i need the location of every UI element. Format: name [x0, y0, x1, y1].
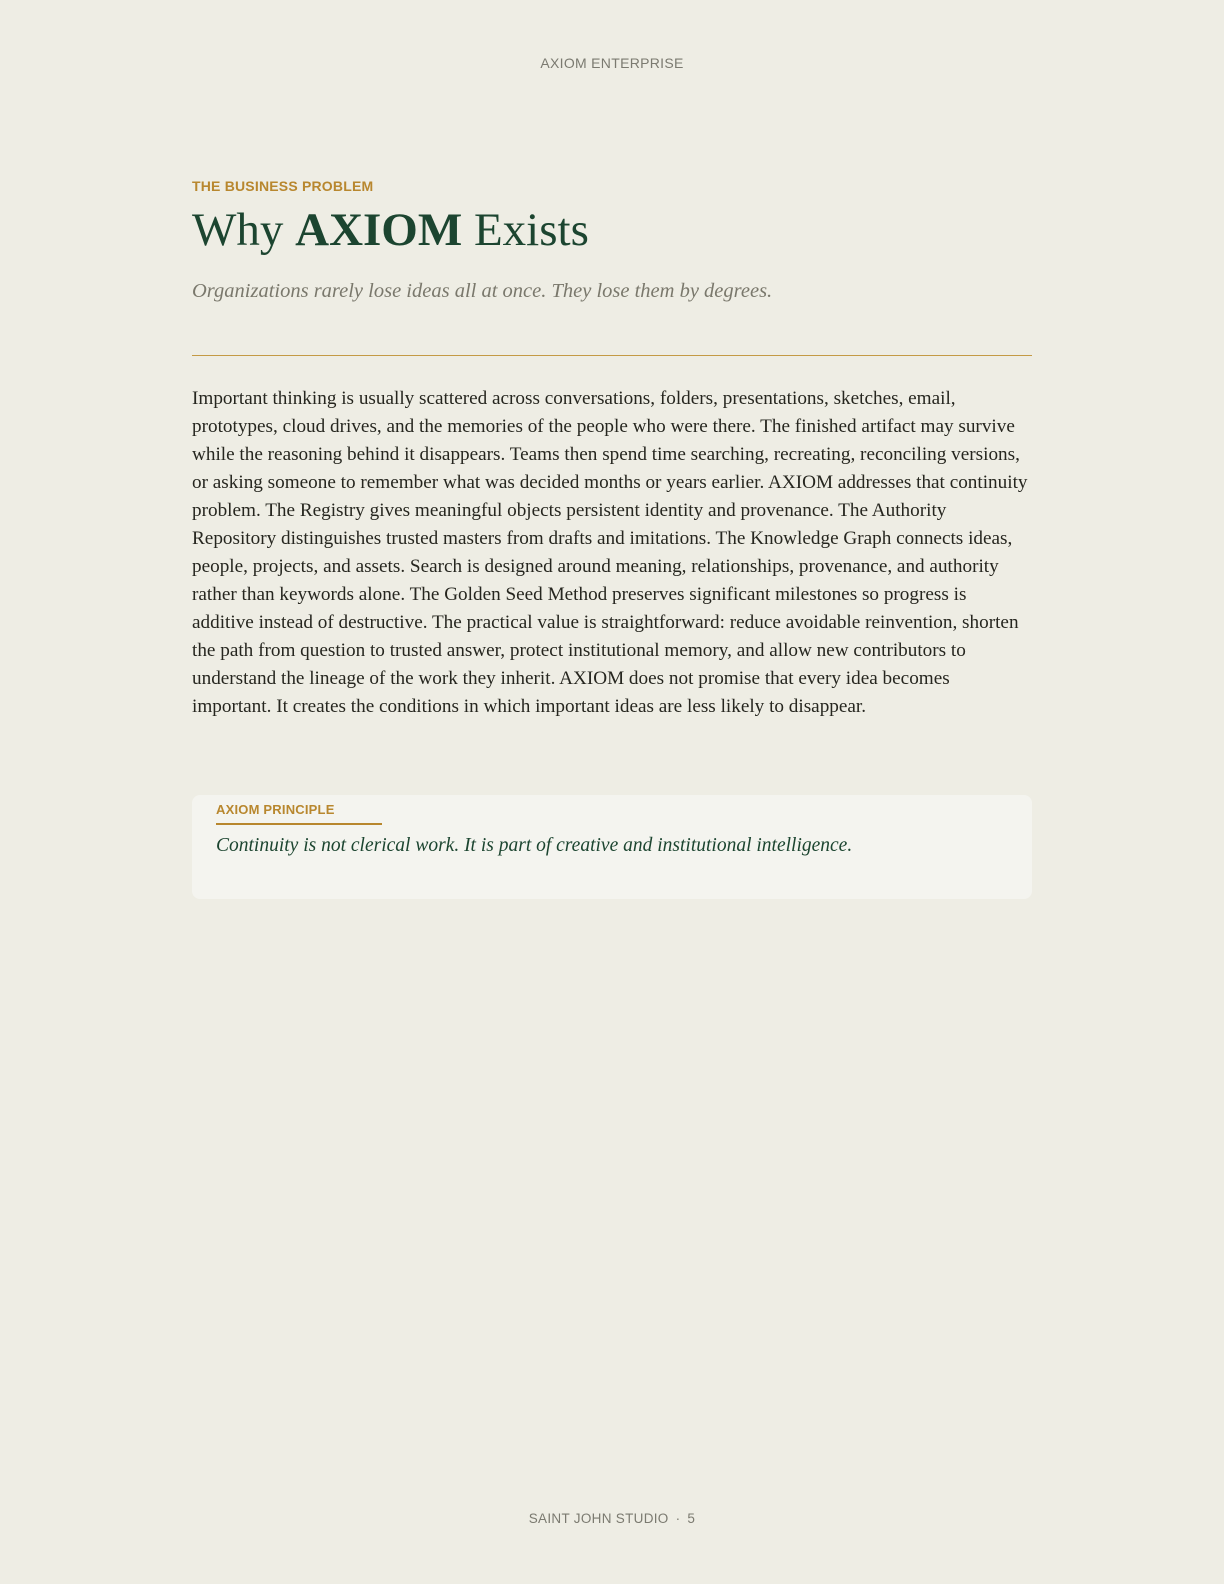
section-divider: [192, 355, 1032, 356]
title-suffix: Exists: [462, 204, 589, 256]
page-footer: [0, 1511, 1224, 1526]
callout-quote: Continuity is not clerical work. It is part of creative and institutional intelligence.: [216, 835, 853, 856]
callout-label-underline: [216, 823, 382, 825]
callout-label: AXIOM PRINCIPLE: [216, 802, 335, 817]
title-emphasis: AXIOM: [295, 204, 463, 256]
page-number: 5: [687, 1511, 696, 1526]
section-eyebrow: THE BUSINESS PROBLEM: [192, 178, 374, 194]
body-paragraph: Important thinking is usually scattered across conversations, folders, presentations, sketches, email, prototypes, cloud drives, and the memories of the people who were there. The finished artifact may survive while the reasoning behind it disappears. Teams then spend time searching, recreating, reconciling versions, or asking someone to remember what was decided months or years earlier. AXIOM addresses that continuity problem. The Registry gives meaningful objects persistent identity and provenance. The Authority Repository distinguishes trusted masters from drafts and imitations. The Knowledge Graph connects ideas, people, projects, and assets. Search is designed around meaning, relationships, provenance, and authority rather than keywords alone. The Golden Seed Method preserves significant milestones so progress is additive instead of destructive. The practical value is straightforward: reduce avoidable reinvention, shorten the path from question to trusted answer, protect institutional memory, and allow new contributors to understand the lineage of the work they inherit. AXIOM does not promise that every idea becomes important. It creates the conditions in which important ideas are less likely to disappear.: [192, 388, 1028, 717]
principle-callout: [192, 795, 1032, 899]
page-subtitle: Organizations rarely lose ideas all at once. They lose them by degrees.: [192, 280, 773, 302]
page-title: [192, 200, 589, 260]
running-header: AXIOM ENTERPRISE: [540, 55, 684, 71]
title-prefix: Why: [192, 204, 296, 256]
footer-separator: ·: [675, 1511, 681, 1526]
footer-studio: SAINT JOHN STUDIO: [528, 1511, 669, 1526]
